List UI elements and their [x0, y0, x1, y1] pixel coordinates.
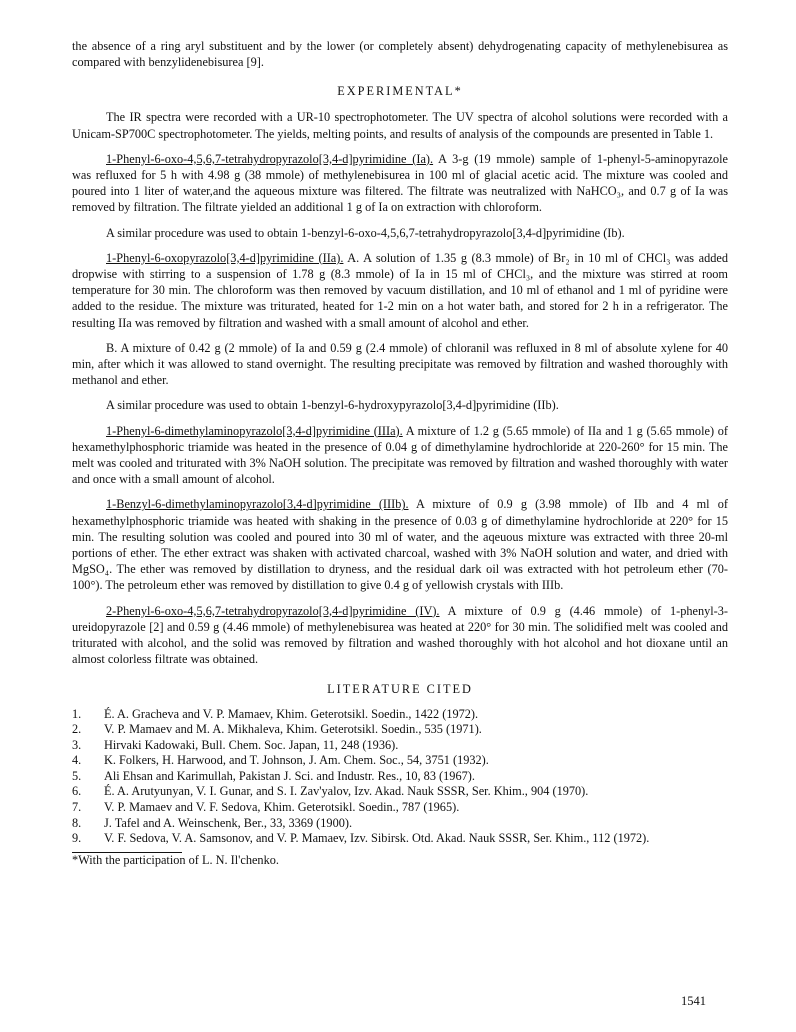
reference-number: 5. [72, 768, 82, 783]
reference-item [72, 784, 728, 800]
reference-item [72, 831, 728, 847]
paragraph-text: A mixture of 1.2 g (5.65 mmole) of IIa and 1 g (5.65 mmole) of hexamethylphosphoric triamide was heated in the presence of 0.04 g of dimethylamine hydrochloride at 220-260° for 15 min. The melt was cooled and triturated with 3% NaOH solution. The precipitate was removed by filtration and washed thoroughly with water and once with a small amount of alcohol. [72, 423, 729, 487]
paragraph-compound-iia [72, 250, 728, 331]
paragraph-text: A similar procedure was used to obtain 1-benzyl-6-oxo-4,5,6,7-tetrahydropyrazolo[3,4-d]pyrimidine (Ib). [106, 225, 625, 240]
reference-number: 8. [72, 815, 82, 830]
paragraph-text: A similar procedure was used to obtain 1-benzyl-6-hydroxypyrazolo[3,4-d]pyrimidine (IIb). [106, 398, 559, 413]
reference-number: 2. [72, 722, 82, 737]
reference-item [72, 738, 728, 754]
paragraph-text: A. A solution of 1.35 g (8.3 mmole) of Br₂ in 10 ml of CHCl₃ was added dropwise with stirring to a suspension of 1.78 g (8.3 mmole) of Ia in 15 ml of CHCl₃, and the mixture was stirred at room temperature for 30 min. The chloroform was then removed by vacuum distillation, and 10 ml of ethanol and 1 ml of pyridine were added to the residue. The mixture was triturated, heated for 1-2 min on a hot water bath, and stored for 2 h in a refrigerator. The resulting IIa was removed by filtration and washed with a small amount of alcohol and ether. [72, 250, 728, 330]
reference-text: V. P. Mamaev and M. A. Mikhaleva, Khim. Geterotsikl. Soedin., 535 (1971). [104, 722, 482, 737]
reference-list [72, 707, 728, 847]
reference-text: V. F. Sedova, V. A. Samsonov, and V. P. Mamaev, Izv. Sibirsk. Otd. Akad. Nauk SSSR, Ser. Khim., 112 (1972). [104, 831, 650, 846]
reference-number: 9. [72, 831, 82, 846]
reference-text: É. A. Arutyunyan, V. I. Gunar, and S. I. Zav'yalov, Izv. Akad. Nauk SSSR, Ser. Khim., 904 (1970). [104, 784, 589, 799]
paragraph-compound-ia [72, 151, 728, 216]
reference-item [72, 769, 728, 785]
compound-title: 1-Phenyl-6-dimethylaminopyrazolo[3,4-d]pyrimidine (IIIa). [106, 423, 403, 438]
reference-number: 4. [72, 753, 82, 768]
reference-text: Ali Ehsan and Karimullah, Pakistan J. Sci. and Industr. Res., 10, 83 (1967). [104, 768, 475, 783]
paragraph-compound-iib [72, 397, 728, 413]
reference-item [72, 753, 728, 769]
literature-heading: LITERATURE CITED [327, 681, 473, 696]
paragraph-ir-spectra [72, 109, 728, 141]
page-number: 1541 [681, 994, 706, 1008]
reference-number: 7. [72, 800, 82, 815]
paragraph-compound-ib [72, 225, 728, 241]
reference-item [72, 800, 728, 816]
compound-title: 1-Benzyl-6-dimethylaminopyrazolo[3,4-d]pyrimidine (IIIb). [106, 497, 409, 512]
paragraph-text: A mixture of 0.9 g (4.46 mmole) of 1-phenyl-3-ureidopyrazole [2] and 0.59 g (4.46 mmole) of methylenebisurea was heated at 220° for 30 min. The solidified melt was cooled and triturated with alcohol, and the solid was removed by filtration and washed thoroughly with hot alcohol and hot dioxane until an almost colorless filtrate was obtained. [72, 603, 729, 667]
reference-item [72, 816, 728, 832]
reference-text: K. Folkers, H. Harwood, and T. Johnson, J. Am. Chem. Soc., 54, 3751 (1932). [104, 753, 489, 768]
paragraph-compound-iiia [72, 423, 728, 488]
reference-item [72, 707, 728, 723]
paragraph-compound-iv [72, 603, 728, 668]
reference-number: 1. [72, 706, 82, 721]
compound-title: 2-Phenyl-6-oxo-4,5,6,7-tetrahydropyrazolo[3,4-d]pyrimidine (IV). [106, 603, 440, 618]
compound-title: 1-Phenyl-6-oxo-4,5,6,7-tetrahydropyrazolo[3,4-d]pyrimidine (Ia). [106, 151, 434, 166]
paragraph-compound-iiib [72, 496, 728, 593]
paragraph-text: A 3-g (19 mmole) sample of 1-phenyl-5-aminopyrazole was refluxed for 5 h with 4.98 g (38 mmole) of methylenebisurea in 100 ml of glacial acetic acid. The mixture was cooled and poured into 1 liter of water,and the aqueous mixture was filtered. The filtrate was neutralized with NaHCO₃, and 0.7 g of Ia was removed by filtration. The filtrate yielded an additional 1 g of Ia on extraction with chloroform. [72, 151, 729, 215]
compound-title: 1-Phenyl-6-oxopyrazolo[3,4-d]pyrimidine (IIa). [106, 250, 344, 265]
paragraph-text: A mixture of 0.9 g (3.98 mmole) of IIb and 4 ml of hexamethylphosphoric triamide was heated with shaking in the presence of 0.03 g of dimethylamine hydrochloride at 220° for 15 min. The resulting solution was cooled and poured into 30 ml of water, and the aqeuous mixture was extracted with three 20-ml portions of ether. The ether extract was shaken with activated charcoal, washed with 3% NaOH solution and water, and dried with MgSO₄. The ether was removed by distillation to dryness, and the residual dark oil was extracted with hot petroleum ether (70-100°). The petroleum ether was removed by distillation to give 0.4 g of yellowish crystals with IIIb. [72, 497, 728, 593]
paragraph-text: The IR spectra were recorded with a UR-10 spectrophotometer. The UV spectra of alcohol solutions were recorded with a Unicam-SP700C spectrophotometer. The yields, melting points, and results of analysis of the compounds are presented in Table 1. [72, 110, 728, 141]
paragraph-method-b [72, 340, 728, 389]
reference-text: V. P. Mamaev and V. F. Sedova, Khim. Geterotsikl. Soedin., 787 (1965). [104, 800, 460, 815]
reference-text: J. Tafel and A. Weinschenk, Ber., 33, 3369 (1900). [104, 815, 353, 830]
reference-number: 6. [72, 784, 82, 799]
intro-paragraph: the absence of a ring aryl substituent and by the lower (or completely absent) dehydrogenating capacity of methylenebisurea as compared with benzylidenebisurea [9]. [72, 39, 728, 70]
experimental-heading: EXPERIMENTAL* [337, 84, 463, 99]
reference-text: Hirvaki Kadowaki, Bull. Chem. Soc. Japan, 11, 248 (1936). [104, 737, 399, 752]
reference-number: 3. [72, 737, 82, 752]
reference-item [72, 722, 728, 738]
article-page [72, 38, 728, 868]
reference-text: É. A. Gracheva and V. P. Mamaev, Khim. Geterotsikl. Soedin., 1422 (1972). [104, 706, 479, 721]
footnote: *With the participation of L. N. Il'chenko. [72, 852, 279, 867]
paragraph-text: B. A mixture of 0.42 g (2 mmole) of Ia and 0.59 g (2.4 mmole) of chloranil was refluxed in 8 ml of absolute xylene for 40 min, after which it was allowed to stand overnight. The resulting precipitate was removed by filtration and washed thoroughly with methanol and ether. [72, 340, 728, 388]
